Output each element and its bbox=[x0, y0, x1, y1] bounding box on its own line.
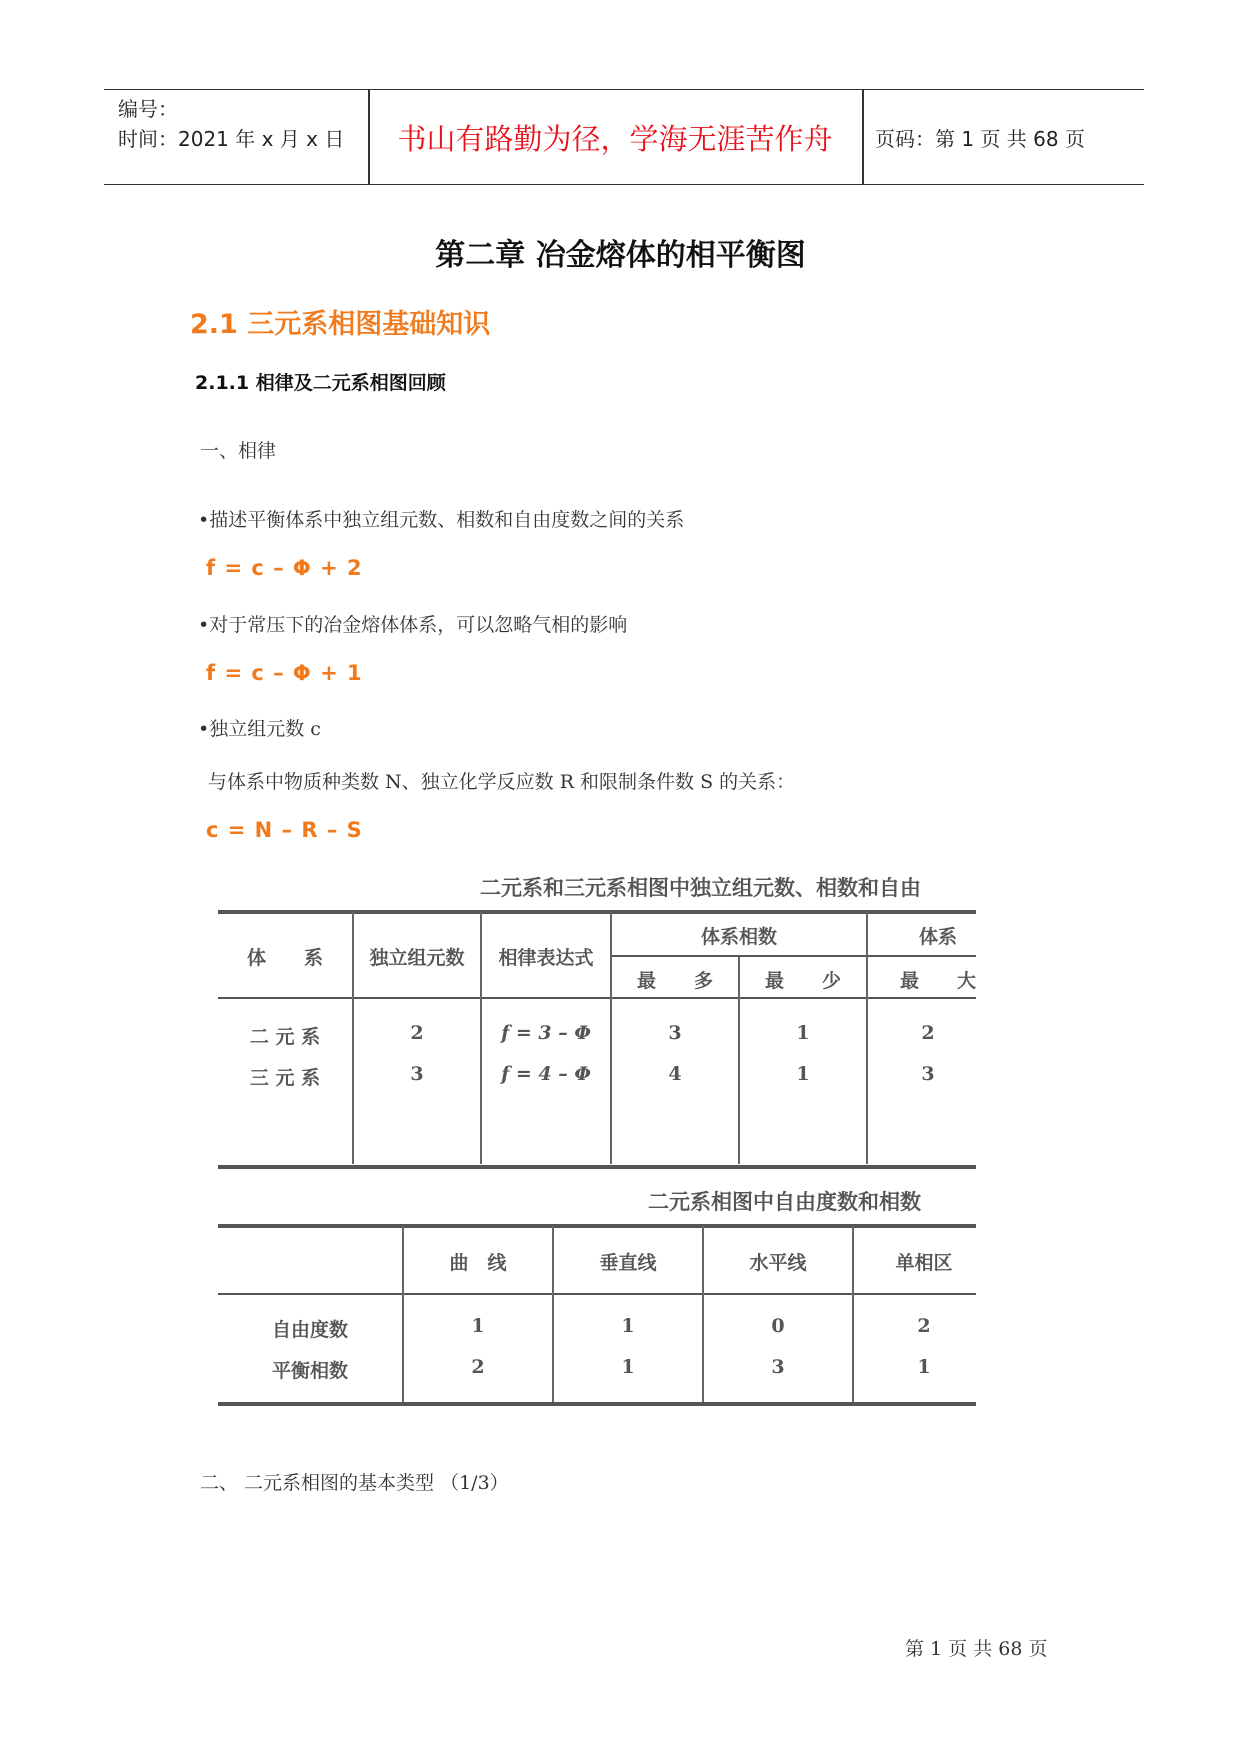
heading-binary-types: 二、 二元系相图的基本类型 （1/3） bbox=[200, 1472, 509, 1494]
formula: c = N – R – S bbox=[206, 818, 363, 842]
table-header: 最 多 bbox=[636, 970, 713, 992]
table-header: 水平线 bbox=[749, 1252, 807, 1274]
table-header: 体 系 bbox=[246, 947, 323, 969]
formula: f = c – Φ + 2 bbox=[206, 556, 363, 580]
table-header: 垂直线 bbox=[599, 1252, 657, 1274]
table-rule bbox=[218, 1224, 976, 1228]
table-cell: 2 bbox=[471, 1356, 485, 1378]
bullet-text: •描述平衡体系中独立组元数、相数和自由度数之间的关系 bbox=[198, 509, 685, 531]
table-cell: 3 bbox=[921, 1063, 935, 1085]
chapter-title: 第二章 冶金熔体的相平衡图 bbox=[435, 238, 806, 273]
page-footer: 第 1 页 共 68 页 bbox=[905, 1638, 1048, 1660]
table-rule bbox=[610, 955, 976, 957]
table-cell: f = 4 – Φ bbox=[501, 1063, 591, 1085]
table-cell: 1 bbox=[471, 1315, 485, 1337]
table-cell: 3 bbox=[668, 1022, 682, 1044]
bullet-text: •独立组元数 c bbox=[198, 718, 321, 740]
table-cell: 2 bbox=[410, 1022, 424, 1044]
table-rule bbox=[218, 910, 976, 914]
formula: f = c – Φ + 1 bbox=[206, 661, 363, 685]
header-page-number: 页码：第 1 页 共 68 页 bbox=[875, 126, 1085, 151]
table-cell: 1 bbox=[796, 1063, 810, 1085]
header-meta bbox=[118, 94, 344, 154]
table-cell: 0 bbox=[771, 1315, 785, 1337]
table-title: 二元系和三元系相图中独立组元数、相数和自由 bbox=[480, 875, 921, 900]
table-row-label: 平衡相数 bbox=[271, 1360, 348, 1382]
header-divider bbox=[862, 90, 864, 184]
table-cell: 二 元 系 bbox=[249, 1026, 321, 1048]
table-cell: 4 bbox=[668, 1063, 682, 1085]
table-row-label: 自由度数 bbox=[271, 1319, 348, 1341]
table-rule bbox=[218, 997, 976, 999]
bullet-text: •对于常压下的冶金熔体体系，可以忽略气相的影响 bbox=[198, 614, 628, 636]
table-cell: 1 bbox=[621, 1315, 635, 1337]
table-rule bbox=[218, 1402, 976, 1406]
header-time: 时间：2021 年 x 月 x 日 bbox=[118, 127, 345, 151]
table-cell: 2 bbox=[917, 1315, 931, 1337]
section-heading: 2.1 三元系相图基础知识 bbox=[190, 309, 491, 340]
table-header: 体系 bbox=[918, 926, 957, 948]
table-cell: 1 bbox=[917, 1356, 931, 1378]
subsection-heading: 2.1.1 相律及二元系相图回顾 bbox=[195, 372, 446, 394]
table-rule bbox=[218, 1293, 976, 1295]
table-header: 单相区 bbox=[895, 1252, 953, 1274]
table-cell: 3 bbox=[410, 1063, 424, 1085]
table-cell: 1 bbox=[621, 1356, 635, 1378]
table-cell: 2 bbox=[921, 1022, 935, 1044]
table-header: 最 少 bbox=[764, 970, 841, 992]
relation-text: 与体系中物质种类数 N、独立化学反应数 R 和限制条件数 S 的关系： bbox=[208, 771, 796, 793]
table-header: 体系相数 bbox=[700, 926, 777, 948]
table-cell: f = 3 – Φ bbox=[501, 1022, 591, 1044]
table-freedom-phases bbox=[214, 1176, 976, 1410]
table-header: 曲 线 bbox=[449, 1252, 507, 1274]
table-cell: 3 bbox=[771, 1356, 785, 1378]
heading-phase-rule: 一、相律 bbox=[200, 440, 277, 462]
header-motto: 书山有路勤为径，学海无涯苦作舟 bbox=[397, 121, 833, 156]
page-header bbox=[104, 89, 1144, 185]
table-header: 最 大 bbox=[899, 970, 976, 992]
table-cell: 三 元 系 bbox=[249, 1067, 321, 1089]
table-header: 相律表达式 bbox=[498, 947, 594, 969]
table-rule bbox=[218, 1165, 976, 1169]
table-components-phases bbox=[214, 860, 976, 1170]
table-cell: 1 bbox=[796, 1022, 810, 1044]
table-title: 二元系相图中自由度数和相数 bbox=[648, 1189, 921, 1214]
table-header: 独立组元数 bbox=[369, 947, 465, 969]
header-number: 编号： bbox=[118, 97, 178, 121]
